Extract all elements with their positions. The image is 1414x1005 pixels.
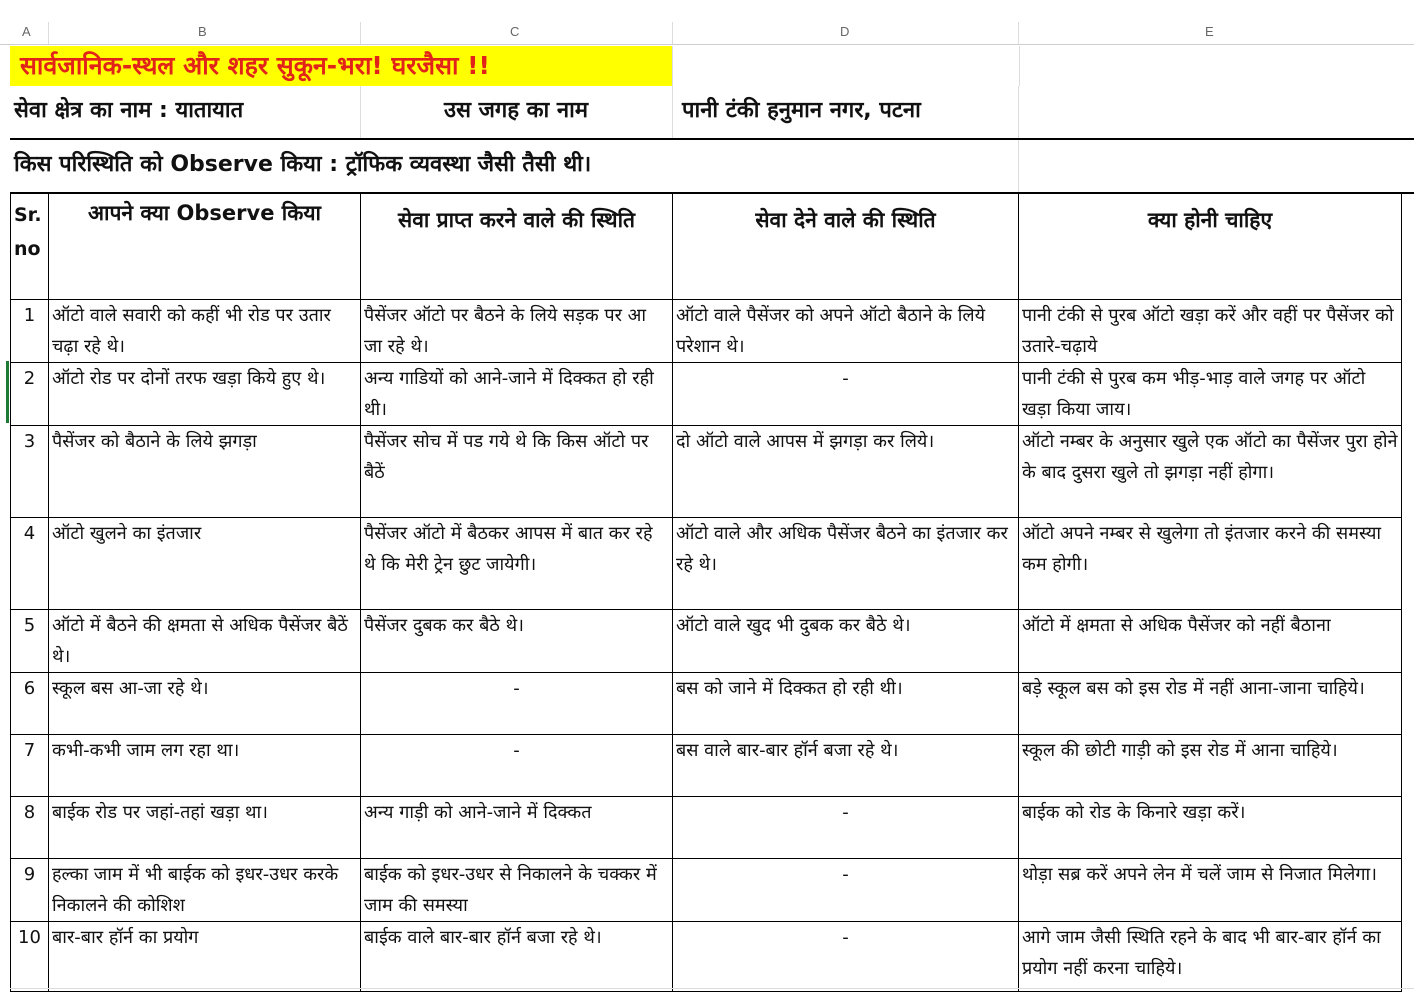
table-row — [11, 518, 1402, 610]
cell-should-be[interactable]: पानी टंकी से पुरब कम भीड़-भाड़ वाले जगह पर ऑटो खड़ा किया जाय। — [1019, 363, 1402, 426]
cell-sr[interactable]: 10 — [11, 922, 49, 992]
header-what-should-be[interactable]: क्या होनी चाहिए — [1019, 194, 1402, 300]
cell-observed[interactable]: ऑटो में बैठने की क्षमता से अधिक पैसेंजर बैठें थे। — [49, 610, 361, 673]
info-row — [10, 86, 1414, 140]
cell-observed[interactable]: स्कूल बस आ-जा रहे थे। — [49, 673, 361, 735]
place-value-cell[interactable]: पानी टंकी हनुमान नगर, पटना — [682, 98, 921, 123]
observe-situation-cell[interactable]: किस परिस्थिति को Observe किया : ट्रॉफिक व्यवस्था जैसी तैसी थी। — [14, 152, 592, 177]
column-header-e[interactable]: E — [1205, 24, 1214, 39]
cell-should-be[interactable]: बाईक को रोड के किनारे खड़ा करें। — [1019, 797, 1402, 859]
place-label-cell[interactable]: उस जगह का नाम — [444, 98, 588, 123]
cell-should-be[interactable]: पानी टंकी से पुरब ऑटो खड़ा करें और वहीं पर पैसेंजर को उतारे-चढ़ाये — [1019, 300, 1402, 363]
table-row — [11, 735, 1402, 797]
cell-sr[interactable]: 6 — [11, 673, 49, 735]
column-header-a[interactable]: A — [22, 24, 31, 39]
observe-row — [10, 140, 1414, 194]
cell-provider[interactable]: ऑटो वाले और अधिक पैसेंजर बैठने का इंतजार कर रहे थे। — [673, 518, 1019, 610]
cell-observed[interactable]: ऑटो खुलने का इंतजार — [49, 518, 361, 610]
cell-observed[interactable]: हल्का जाम में भी बाईक को इधर-उधर करके निकालने की कोशिश — [49, 859, 361, 922]
cell-sr[interactable]: 5 — [11, 610, 49, 673]
cell-provider[interactable]: - — [673, 922, 1019, 992]
title-row-empty-cells[interactable] — [672, 46, 1414, 86]
cell-sr[interactable]: 7 — [11, 735, 49, 797]
column-header-d[interactable]: D — [840, 24, 850, 39]
table-row — [11, 797, 1402, 859]
cell-observed[interactable]: कभी-कभी जाम लग रहा था। — [49, 735, 361, 797]
cell-receiver[interactable]: पैसेंजर ऑटो में बैठकर आपस में बात कर रहे थे कि मेरी ट्रेन छुट जायेगी। — [361, 518, 673, 610]
active-row-indicator — [6, 361, 9, 423]
cell-provider[interactable]: दो ऑटो वाले आपस में झगड़ा कर लिये। — [673, 426, 1019, 518]
cell-provider[interactable]: ऑटो वाले पैसेंजर को अपने ऑटो बैठाने के लिये परेशान थे। — [673, 300, 1019, 363]
cell-receiver[interactable]: बाईक को इधर-उधर से निकालने के चक्कर में जाम की समस्या — [361, 859, 673, 922]
table-row — [11, 363, 1402, 426]
cell-provider[interactable]: बस वाले बार-बार हॉर्न बजा रहे थे। — [673, 735, 1019, 797]
cell-observed[interactable]: बाईक रोड पर जहां-तहां खड़ा था। — [49, 797, 361, 859]
header-provider-status[interactable]: सेवा देने वाले की स्थिति — [673, 194, 1019, 300]
column-header-c[interactable]: C — [510, 24, 520, 39]
cell-receiver[interactable]: पैसेंजर सोच में पड गये थे कि किस ऑटो पर बैठें — [361, 426, 673, 518]
cell-provider[interactable]: - — [673, 859, 1019, 922]
cell-provider[interactable]: - — [673, 797, 1019, 859]
cell-provider[interactable]: - — [673, 363, 1019, 426]
cell-receiver[interactable]: - — [361, 735, 673, 797]
cell-sr[interactable]: 4 — [11, 518, 49, 610]
cell-provider[interactable]: ऑटो वाले खुद भी दुबक कर बैठे थे। — [673, 610, 1019, 673]
cell-receiver[interactable]: अन्य गाडियों को आने-जाने में दिक्कत हो रही थी। — [361, 363, 673, 426]
observation-table — [10, 193, 1402, 992]
cell-sr[interactable]: 2 — [11, 363, 49, 426]
column-header-bar — [0, 22, 1414, 45]
table-row — [11, 426, 1402, 518]
table-header-row — [11, 194, 1402, 300]
sheet-bottom-gridline — [10, 988, 1414, 989]
cell-sr[interactable]: 3 — [11, 426, 49, 518]
header-receiver-status[interactable]: सेवा प्राप्त करने वाले की स्थिति — [361, 194, 673, 300]
cell-receiver[interactable]: पैसेंजर ऑटो पर बैठने के लिये सड़क पर आ जा रहे थे। — [361, 300, 673, 363]
cell-sr[interactable]: 8 — [11, 797, 49, 859]
cell-should-be[interactable]: ऑटो में क्षमता से अधिक पैसेंजर को नहीं बैठाना — [1019, 610, 1402, 673]
table-row — [11, 610, 1402, 673]
service-sector-cell[interactable]: सेवा क्षेत्र का नाम : यातायात — [14, 98, 244, 123]
table-row — [11, 300, 1402, 363]
sheet-title[interactable]: सार्वजानिक-स्थल और शहर सुकून-भरा! घरजैसा !! — [10, 46, 672, 86]
column-header-b[interactable]: B — [198, 24, 207, 39]
cell-observed[interactable]: ऑटो वाले सवारी को कहीं भी रोड पर उतार चढ़ा रहे थे। — [49, 300, 361, 363]
cell-sr[interactable]: 9 — [11, 859, 49, 922]
cell-receiver[interactable]: पैसेंजर दुबक कर बैठे थे। — [361, 610, 673, 673]
header-sr-no[interactable]: Sr. no — [11, 194, 49, 300]
cell-should-be[interactable]: बड़े स्कूल बस को इस रोड में नहीं आना-जाना चाहिये। — [1019, 673, 1402, 735]
cell-observed[interactable]: बार-बार हॉर्न का प्रयोग — [49, 922, 361, 992]
cell-receiver[interactable]: - — [361, 673, 673, 735]
cell-receiver[interactable]: बाईक वाले बार-बार हॉर्न बजा रहे थे। — [361, 922, 673, 992]
cell-provider[interactable]: बस को जाने में दिक्कत हो रही थी। — [673, 673, 1019, 735]
cell-should-be[interactable]: ऑटो नम्बर के अनुसार खुले एक ऑटो का पैसेंजर पुरा होने के बाद दुसरा खुले तो झगड़ा नहीं होगा। — [1019, 426, 1402, 518]
cell-should-be[interactable]: स्कूल की छोटी गाड़ी को इस रोड में आना चाहिये। — [1019, 735, 1402, 797]
table-row — [11, 922, 1402, 992]
cell-sr[interactable]: 1 — [11, 300, 49, 363]
cell-should-be[interactable]: थोड़ा सब्र करें अपने लेन में चलें जाम से निजात मिलेगा। — [1019, 859, 1402, 922]
table-row — [11, 859, 1402, 922]
cell-should-be[interactable]: ऑटो अपने नम्बर से खुलेगा तो इंतजार करने की समस्या कम होगी। — [1019, 518, 1402, 610]
cell-receiver[interactable]: अन्य गाड़ी को आने-जाने में दिक्कत — [361, 797, 673, 859]
header-observed[interactable]: आपने क्या Observe किया — [49, 194, 361, 300]
table-row — [11, 673, 1402, 735]
cell-observed[interactable]: पैसेंजर को बैठाने के लिये झगड़ा — [49, 426, 361, 518]
cell-observed[interactable]: ऑटो रोड पर दोनों तरफ खड़ा किये हुए थे। — [49, 363, 361, 426]
cell-should-be[interactable]: आगे जाम जैसी स्थिति रहने के बाद भी बार-बार हॉर्न का प्रयोग नहीं करना चाहिये। — [1019, 922, 1402, 992]
